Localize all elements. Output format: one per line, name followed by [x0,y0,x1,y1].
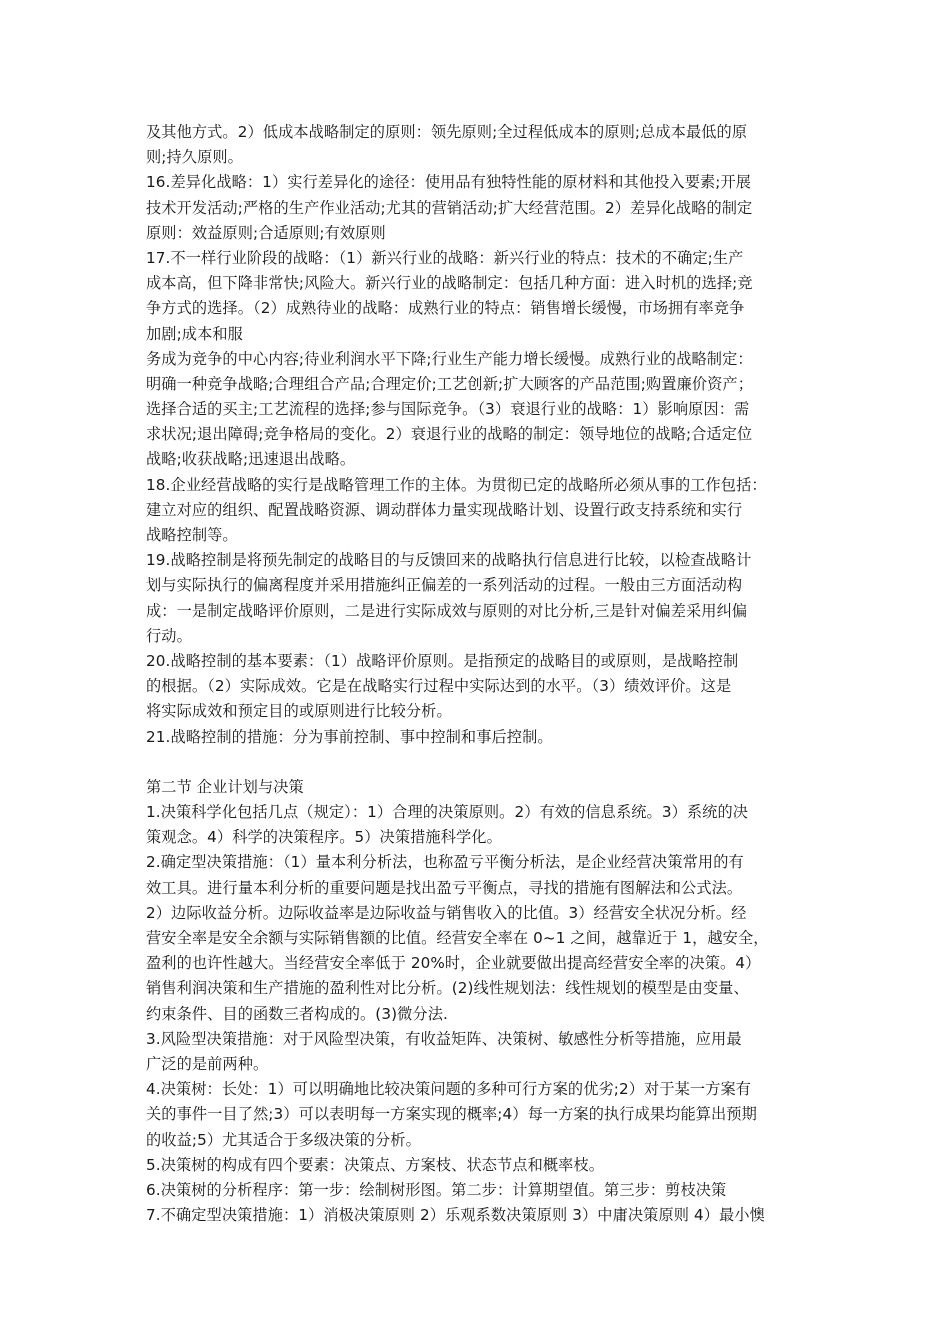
text-line: 6.决策树的分析程序：第一步：绘制树形图。第二步：计算期望值。第三步：剪枝决策 [146,1180,727,1199]
text-line: 销售利润决策和生产措施的盈利性对比分析。(2)线性规划法：线性规划的模型是由变量、 [146,979,749,998]
text-line: 划与实际执行的偏离程度并采用措施纠正偏差的一系列活动的过程。一般由三方面活动构 [146,576,743,595]
text-line: 争方式的选择。（2）成熟待业的战略：成熟行业的特点：销售增长缓慢，市场拥有率竞争 [146,299,745,318]
text-line: 21.战略控制的措施：分为事前控制、事中控制和事后控制。 [146,727,553,746]
text-line: 技术开发活动;严格的生产作业活动;尤其的营销活动;扩大经营范围。2）差异化战略的制定 [146,198,753,217]
text-line: 及其他方式。2）低成本战略制定的原则：领先原则;全过程低成本的原则;总成本最低的原 [146,123,748,141]
text-line: 建立对应的组织、配置战略资源、调动群体力量实现战略计划、设置行政支持系统和实行 [146,500,743,519]
text-line: 战略;收获战略;迅速退出战略。 [146,450,356,469]
text-line: 1.决策科学化包括几点（规定）：1）合理的决策原则。2）有效的信息系统。3）系统的决 [146,803,749,822]
text-line: 成本高，但下降非常快;风险大。新兴行业的战略制定：包括几种方面：进入时机的选择;竞 [146,274,753,293]
text-line: 2）边际收益分析。边际收益率是边际收益与销售收入的比值。3）经营安全状况分析。经 [146,903,747,922]
text-line: 加剧;成本和服 [146,324,243,343]
text-line: 4.决策树：长处：1）可以明确地比较决策问题的多种可行方案的优劣;2）对于某一方案有 [146,1080,752,1099]
section-heading: 第二节 企业计划与决策 [146,777,304,796]
text-line: 策观念。4）科学的决策程序。5）决策措施科学化。 [146,828,502,847]
text-line: 5.决策树的构成有四个要素：决策点、方案枝、状态节点和概率枝。 [146,1155,605,1174]
text-line: 7.不确定型决策措施：1）消极决策原则 2）乐观系数决策原则 3）中庸决策原则 4）最小懊 [146,1206,765,1225]
text-line: 广泛的是前两种。 [146,1054,269,1073]
text-line: 明确一种竞争战略;合理组合产品;合理定价;工艺创新;扩大顾客的产品范围;购置廉价资产； [146,374,754,393]
text-line: 的收益;5）尤其适合于多级决策的分析。 [146,1130,421,1149]
text-line: 原则：效益原则;合适原则;有效原则 [146,223,386,242]
text-line: 选择合适的买主;工艺流程的选择;参与国际竞争。（3）衰退行业的战略：1）影响原因：需 [146,400,750,419]
text-line: 战略控制等。 [146,526,238,544]
text-line: 16.差异化战略：1）实行差异化的途径：使用品有独特性能的原材料和其他投入要素;开展 [146,173,752,192]
text-line: 3.风险型决策措施：对于风险型决策，有收益矩阵、决策树、敏感性分析等措施，应用最 [146,1029,742,1048]
text-line: 关的事件一目了然;3）可以表明每一方案实现的概率;4）每一方案的执行成果均能算出预期 [146,1105,757,1124]
text-line: 的根据。（2）实际成效。它是在战略实行过程中实际达到的水平。（3）绩效评价。这是 [146,677,732,696]
text-line: 效工具。进行量本利分析的重要问题是找出盈亏平衡点，寻找的措施有图解法和公式法。 [146,878,743,897]
text-line: 行动。 [146,626,192,645]
text-line: 2.确定型决策措施：（1）量本利分析法，也称盈亏平衡分析法，是企业经营决策常用的有 [146,853,744,872]
document-page [146,120,822,1228]
text-line: 18.企业经营战略的实行是战略管理工作的主体。为贯彻已定的战略所必须从事的工作包括： [146,475,767,494]
text-line: 19.战略控制是将预先制定的战略目的与反馈回来的战略执行信息进行比较，以检查战略计 [146,551,752,570]
section-strategy [146,120,822,750]
text-line: 营安全率是安全余额与实际销售额的比值。经营安全率在 0~1 之间，越靠近于 1，越安全， [146,929,769,947]
text-line: 盈利的也许性越大。当经营安全率低于 20%时，企业就要做出提高经营安全率的决策。4） [146,954,761,973]
text-line: 20.战略控制的基本要素：（1）战略评价原则。是指预定的战略目的或原则，是战略控制 [146,651,739,670]
text-line: 求状况;退出障碍;竞争格局的变化。2）衰退行业的战略的制定：领导地位的战略;合适定位 [146,425,753,444]
text-line: 则;持久原则。 [146,148,243,167]
text-line: 成：一是制定战略评价原则，二是进行实际成效与原则的对比分析,三是针对偏差采用纠偏 [146,601,748,620]
text-line: 将实际成效和预定目的或原则进行比较分析。 [146,702,452,721]
section-spacer [146,750,822,775]
text-line: 17.不一样行业阶段的战略：（1）新兴行业的战略：新兴行业的特点：技术的不确定;生产 [146,248,744,267]
text-line: 约束条件、目的函数三者构成的。(3)微分法. [146,1004,448,1023]
text-line: 务成为竞争的中心内容;待业利润水平下降;行业生产能力增长缓慢。成熟行业的战略制定： [146,349,753,368]
section-planning-decision [146,775,822,1228]
